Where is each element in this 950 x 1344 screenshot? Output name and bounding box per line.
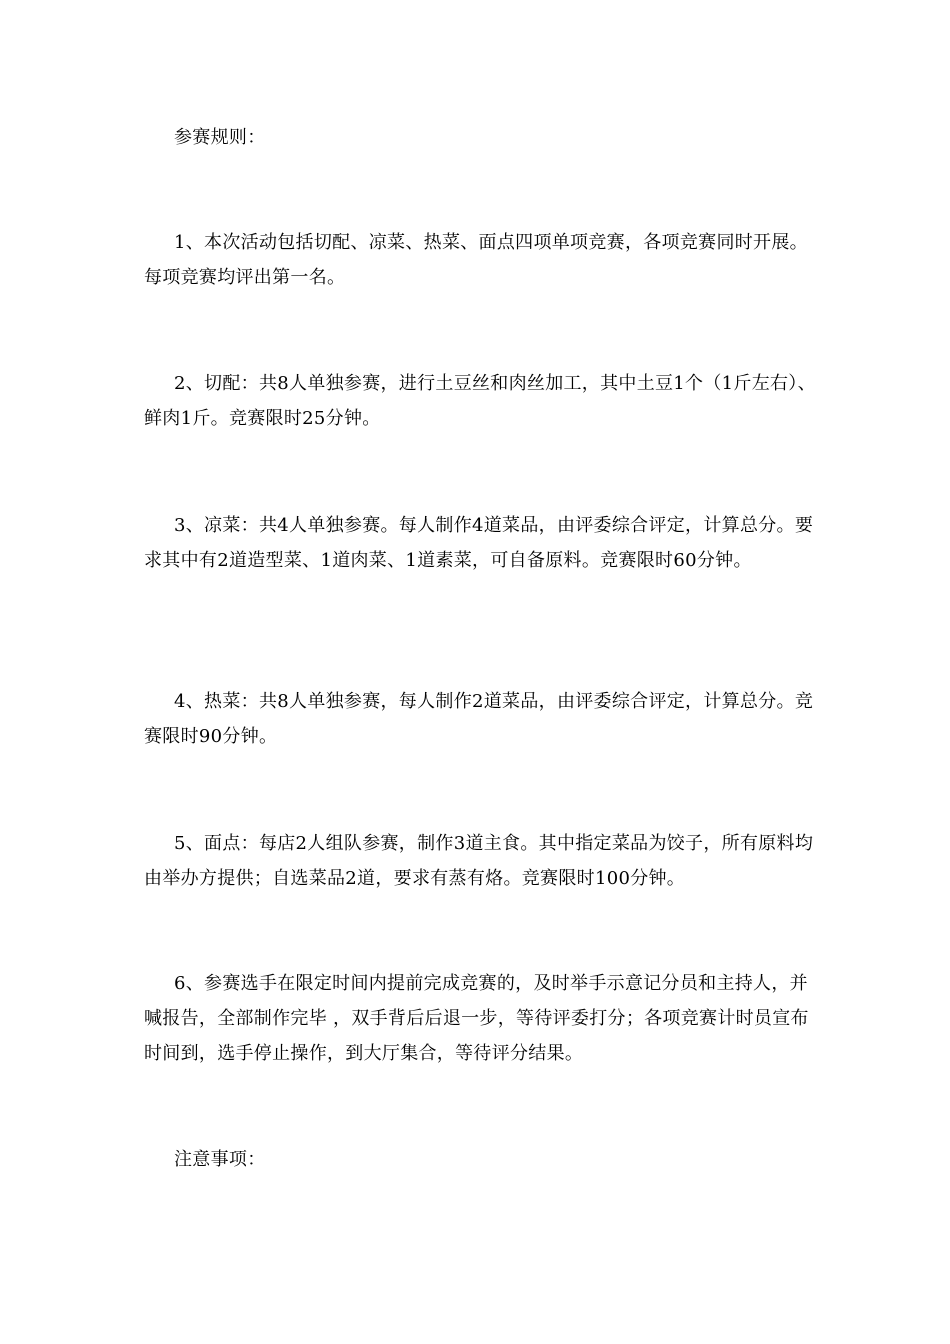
rule-paragraph-6: 6、参赛选手在限定时间内提前完成竞赛的，及时举手示意记分员和主持人，并喊报告，全部制作完毕 ，双手背后后退一步，等待评委打分；各项竞赛计时员宣布时间到，选手停止操作，到大厅集合，等待评分结果。 [144, 973, 809, 1064]
section-heading-rules: 参赛规则： [174, 127, 266, 148]
rule-paragraph-5: 5、面点：每店2人组队参赛，制作3道主食。其中指定菜品为饺子，所有原料均由举办方提供；自选菜品2道，要求有蒸有烙。竞赛限时100分钟。 [144, 833, 814, 889]
rule-paragraph-3: 3、凉菜：共4人单独参赛。每人制作4道菜品，由评委综合评定，计算总分。要求其中有2道造型菜、1道肉菜、1道素菜，可自备原料。竞赛限时60分钟。 [144, 515, 814, 571]
section-heading-notes: 注意事项： [174, 1149, 266, 1170]
rule-paragraph-4: 4、热菜：共8人单独参赛，每人制作2道菜品，由评委综合评定，计算总分。竞赛限时90分钟。 [144, 691, 814, 747]
rule-paragraph-2: 2、切配：共8人单独参赛，进行土豆丝和肉丝加工，其中土豆1个（1斤左右）、鲜肉1斤。竞赛限时25分钟。 [144, 373, 816, 429]
rule-paragraph-1: 1、本次活动包括切配、凉菜、热菜、面点四项单项竞赛，各项竞赛同时开展。每项竞赛均评出第一名。 [144, 232, 808, 288]
